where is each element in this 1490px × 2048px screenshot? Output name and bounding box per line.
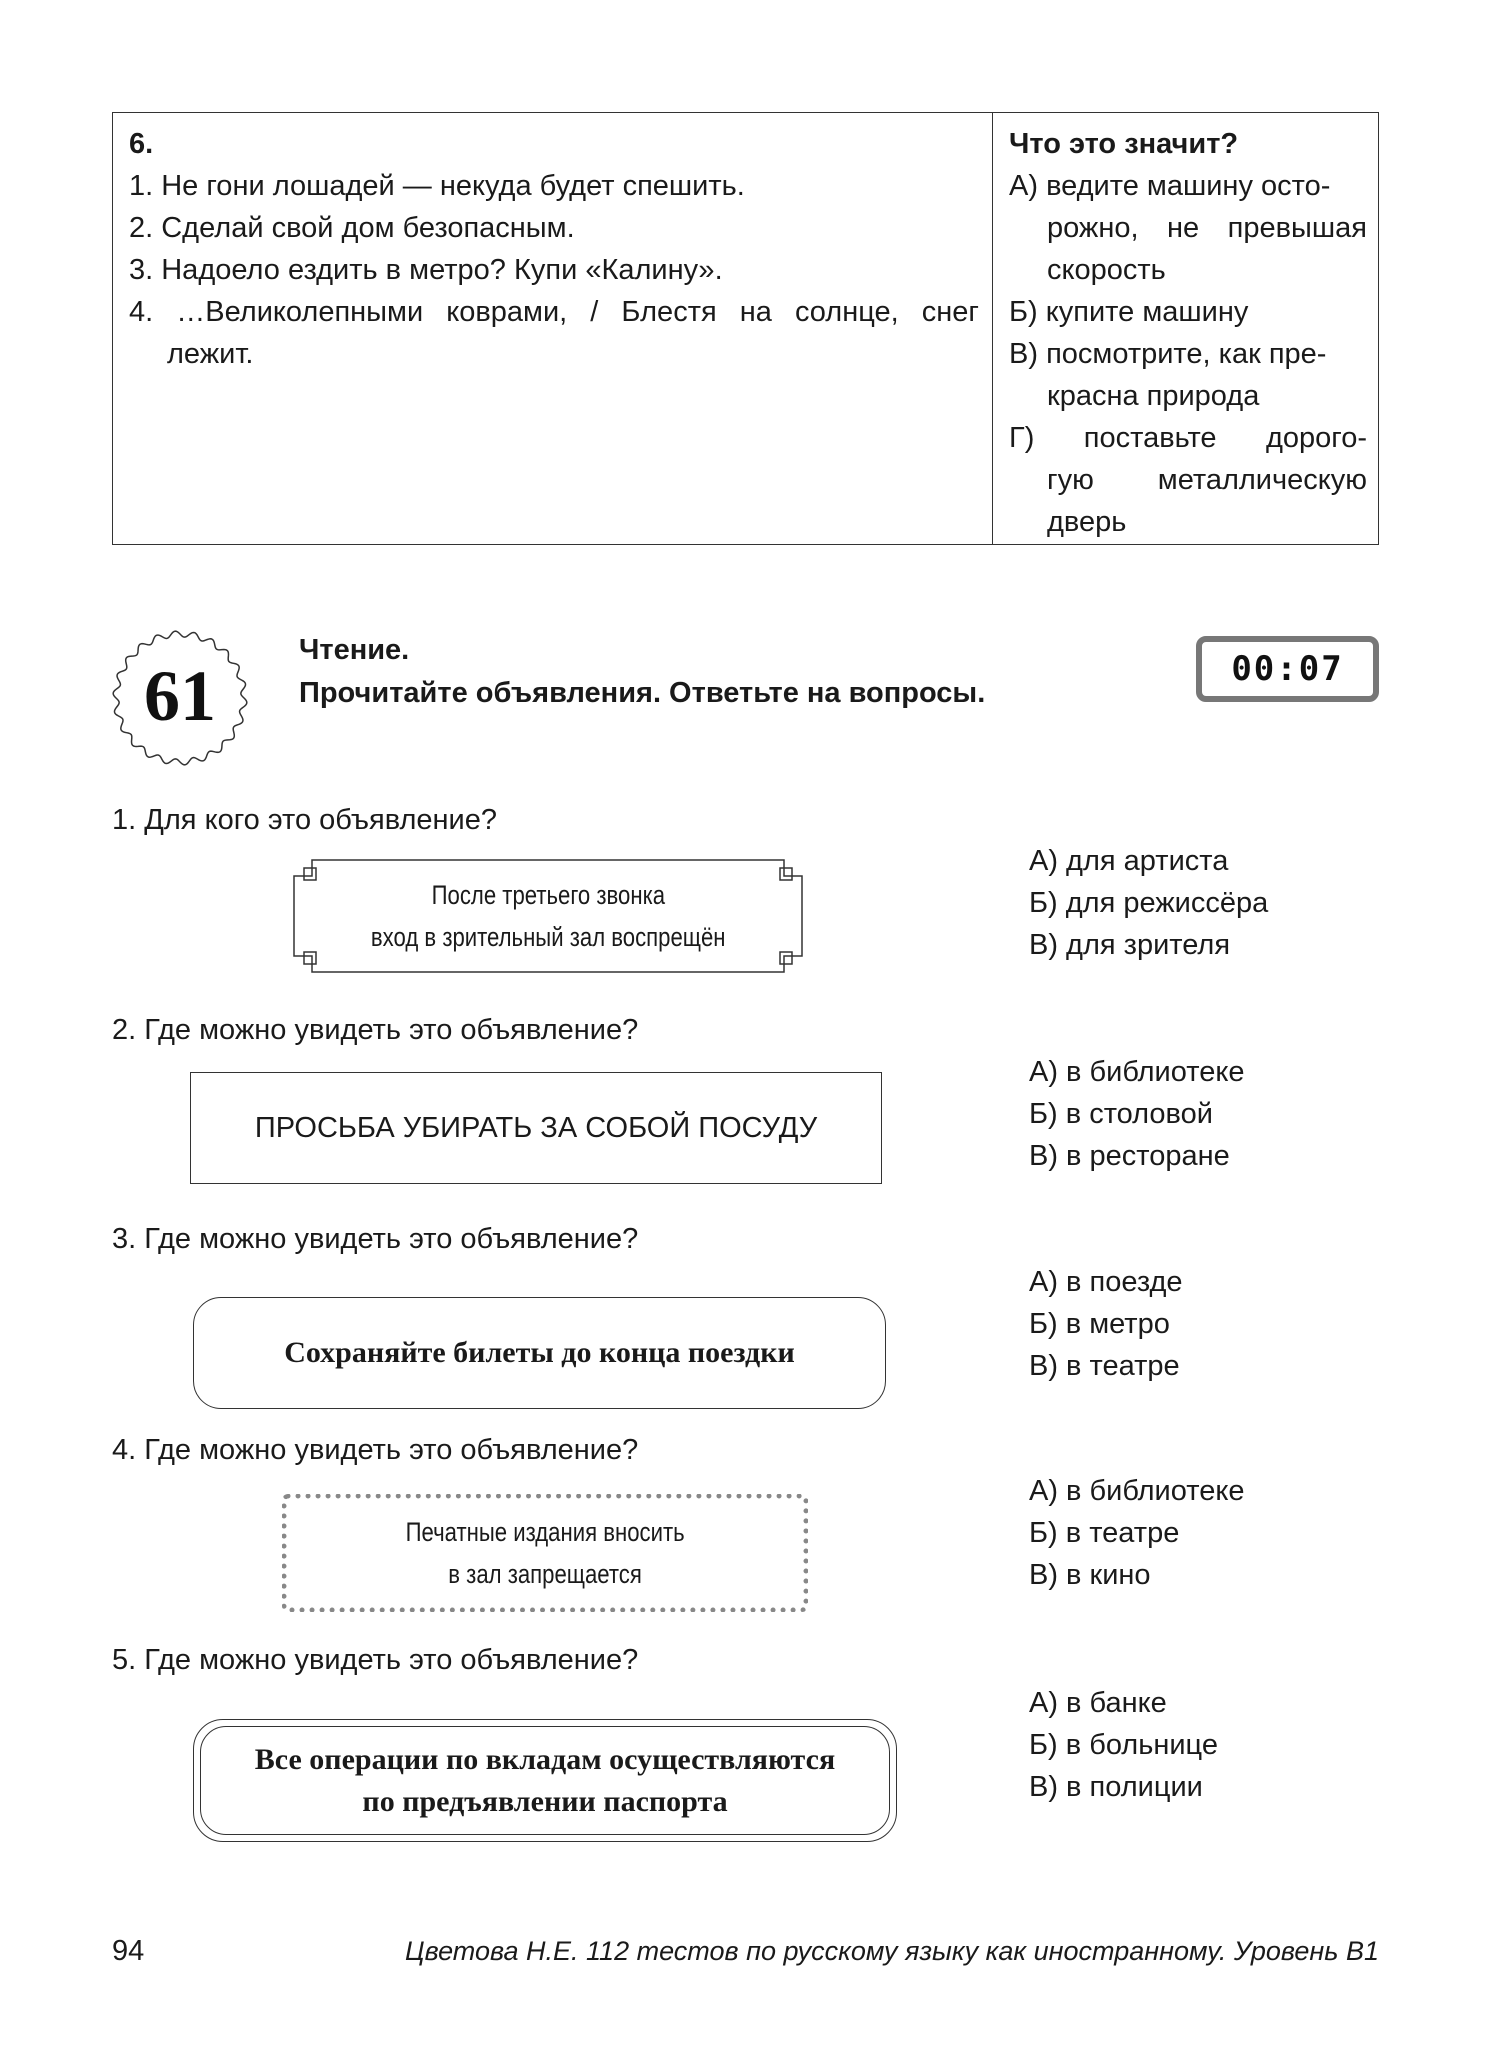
- options-5: [1029, 1682, 1218, 1808]
- sign-line: После третьего звонка: [431, 880, 665, 910]
- option: Б) в метро: [1029, 1308, 1170, 1340]
- question-5: 5. Где можно увидеть это объявление?: [112, 1644, 639, 1676]
- question-3: 3. Где можно увидеть это объявление?: [112, 1223, 639, 1255]
- question-1: 1. Для кого это объявление?: [112, 804, 498, 836]
- timer: [1196, 636, 1379, 702]
- option: В) в кино: [1029, 1559, 1151, 1591]
- sign-line: Все операции по вкладам осуществляются: [254, 1742, 836, 1776]
- task6-table: [112, 112, 1379, 545]
- sign-3: [193, 1297, 886, 1409]
- meaning-d: Г) поставьте дорого-: [1009, 422, 1367, 454]
- meaning-c-line: красна природа: [1047, 380, 1260, 412]
- timer-value: 00:07: [1231, 649, 1344, 689]
- sign-line: в зал запрещается: [448, 1559, 642, 1589]
- meaning-d-line: дверь: [1047, 506, 1127, 538]
- question-4: 4. Где можно увидеть это объявление?: [112, 1434, 639, 1466]
- task6-meanings: [1009, 123, 1367, 543]
- task-number: 61: [144, 656, 216, 736]
- options-1: [1029, 840, 1268, 966]
- option: Б) в театре: [1029, 1517, 1180, 1549]
- sign-line: вход в зрительный зал воспрещён: [370, 922, 726, 952]
- task-number-badge: [110, 628, 250, 768]
- meaning-title: Что это значит?: [1009, 128, 1239, 160]
- option: В) в ресторане: [1029, 1140, 1230, 1172]
- sign-4: [282, 1494, 808, 1612]
- meaning-c: В) посмотрите, как пре-: [1009, 338, 1327, 370]
- options-3: [1029, 1261, 1183, 1387]
- meaning-a-line: рожно, не превышая: [1047, 212, 1367, 244]
- option: А) в библиотеке: [1029, 1056, 1245, 1088]
- option: А) в библиотеке: [1029, 1475, 1245, 1507]
- option: В) в полиции: [1029, 1771, 1203, 1803]
- option: А) в поезде: [1029, 1266, 1183, 1298]
- sign-1: [290, 860, 806, 972]
- task6-item: 3. Надоело ездить в метро? Купи «Калину».: [129, 254, 723, 286]
- option: А) для артиста: [1029, 845, 1229, 877]
- option: А) в банке: [1029, 1687, 1167, 1719]
- sign-line: по предъявлении паспорта: [362, 1784, 728, 1818]
- options-2: [1029, 1051, 1244, 1177]
- option: Б) в столовой: [1029, 1098, 1213, 1130]
- task6-item: 4. …Великолепными коврами, / Блестя на солнце, снег: [129, 296, 979, 328]
- task6-item: 2. Сделай свой дом безопасным.: [129, 212, 575, 244]
- option: В) в театре: [1029, 1350, 1180, 1382]
- options-4: [1029, 1470, 1244, 1596]
- question-2: 2. Где можно увидеть это объявление?: [112, 1014, 639, 1046]
- task6-number: 6.: [129, 128, 154, 160]
- option: Б) для режиссёра: [1029, 887, 1269, 919]
- sign-5: [200, 1726, 890, 1835]
- sign-line: Печатные издания вносить: [405, 1517, 685, 1547]
- meaning-b: Б) купите машину: [1009, 296, 1249, 328]
- sign-line: ПРОСЬБА УБИРАТЬ ЗА СОБОЙ ПОСУДУ: [254, 1112, 818, 1144]
- meaning-a: А) ведите машину осто-: [1009, 170, 1331, 202]
- sign-line: Сохраняйте билеты до конца поездки: [284, 1336, 795, 1369]
- task-instruction: Прочитайте объявления. Ответьте на вопросы.: [299, 677, 986, 709]
- footer-citation: Цветова Н.Е. 112 тестов по русскому языку как иностранному. Уровень В1: [404, 1936, 1379, 1966]
- option: В) для зрителя: [1029, 929, 1231, 961]
- page-number: 94: [112, 1935, 145, 1967]
- table-divider: [992, 113, 993, 544]
- task-title: Чтение.: [299, 634, 410, 666]
- sign-2: [190, 1072, 882, 1184]
- meaning-d-line: гую металлическую: [1047, 464, 1367, 496]
- option: Б) в больнице: [1029, 1729, 1218, 1761]
- task6-items: [129, 123, 979, 375]
- meaning-a-line: скорость: [1047, 254, 1166, 286]
- task6-item: 1. Не гони лошадей — некуда будет спешить.: [129, 170, 745, 202]
- task6-item: лежит.: [167, 338, 254, 370]
